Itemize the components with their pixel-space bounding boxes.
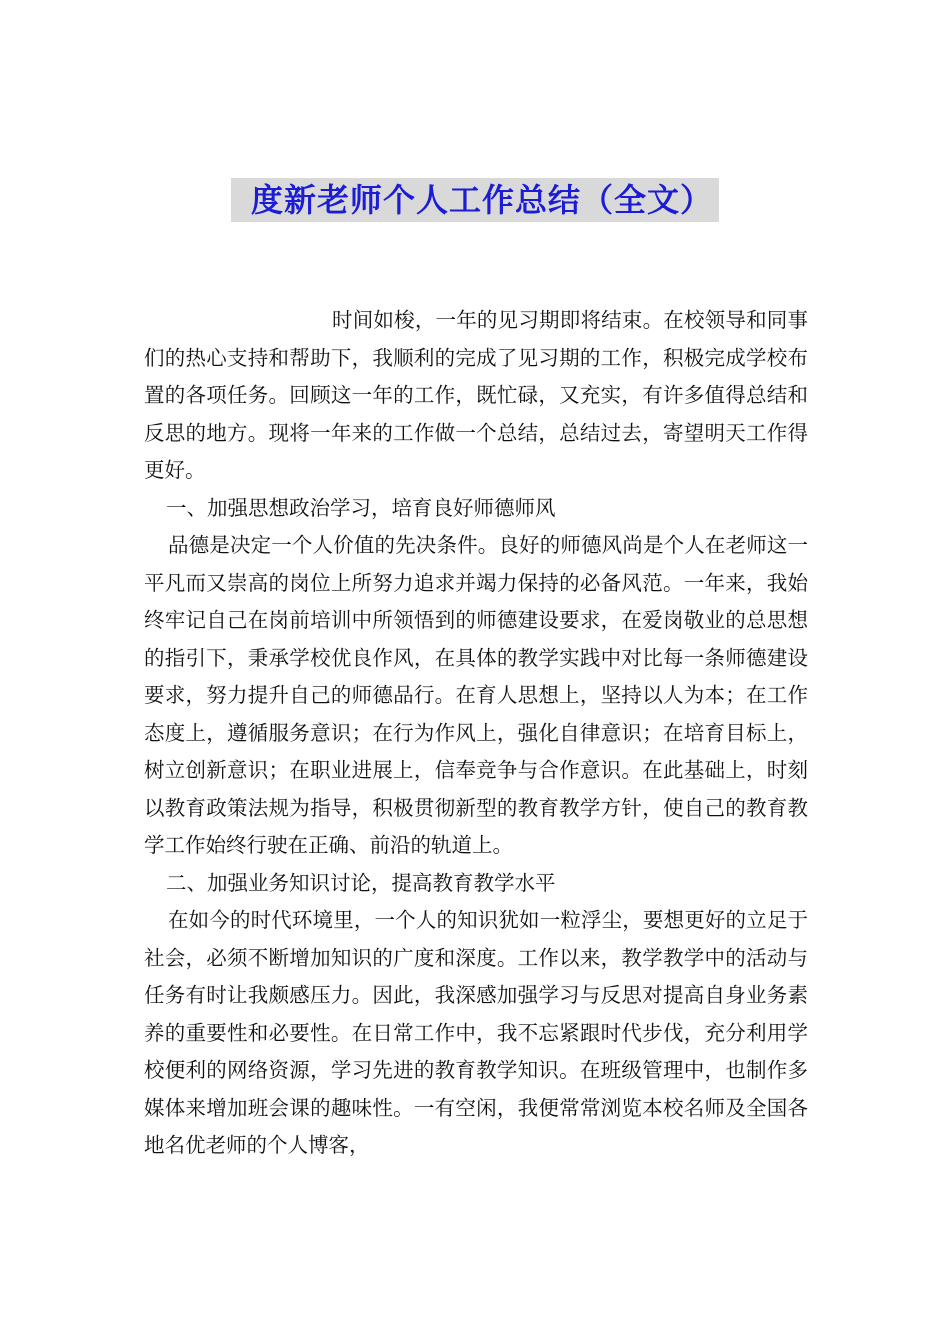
section-2-paragraph: 在如今的时代环境里，一个人的知识犹如一粒浮尘，要想更好的立足于社会，必须不断增加知识的广度和深度。工作以来，教学教学中的活动与任务有时让我颇感压力。因此，我深感加强学习与反思对提高自身业务素养的重要性和必要性。在日常工作中，我不忘紧跟时代步伐，充分利用学校便利的网络资源，学习先进的教育教学知识。在班级管理中，也制作多媒体来增加班会课的趣味性。一有空闲，我便常常浏览本校名师及全国各地名优老师的个人博客， [144,908,808,1157]
document-body [144,302,808,1165]
section-heading-1: 一、加强思想政治学习，培育良好师德师风 [166,495,556,520]
section-1-paragraph: 品德是决定一个人价值的先决条件。良好的师德风尚是个人在老师这一平凡而又崇高的岗位上所努力追求并竭力保持的必备风范。一年来，我始终牢记自己在岗前培训中所领悟到的师德建设要求，在爱岗敬业的总思想的指引下，秉承学校优良作风，在具体的教学实践中对比每一条师德建设要求，努力提升自己的师德品行。在育人思想上，坚持以人为本；在工作态度上，遵循服务意识；在行为作风上，强化自律意识；在培育目标上，树立创新意识；在职业进展上，信奉竞争与合作意识。在此基础上，时刻以教育政策法规为指导，积极贯彻新型的教育教学方针，使自己的教育教学工作始终行驶在正确、前沿的轨道上。 [144,533,808,857]
title-container [0,178,950,222]
document-title: 度新老师个人工作总结（全文） [231,178,719,222]
intro-paragraph: 时间如梭，一年的见习期即将结束。在校领导和同事们的热心支持和帮助下，我顺利的完成了见习期的工作，积极完成学校布置的各项任务。回顾这一年的工作，既忙碌，又充实，有许多值得总结和反思的地方。现将一年来的工作做一个总结，总结过去，寄望明天工作得更好。 [144,308,808,482]
section-heading-2: 二、加强业务知识讨论，提高教育教学水平 [166,870,556,895]
